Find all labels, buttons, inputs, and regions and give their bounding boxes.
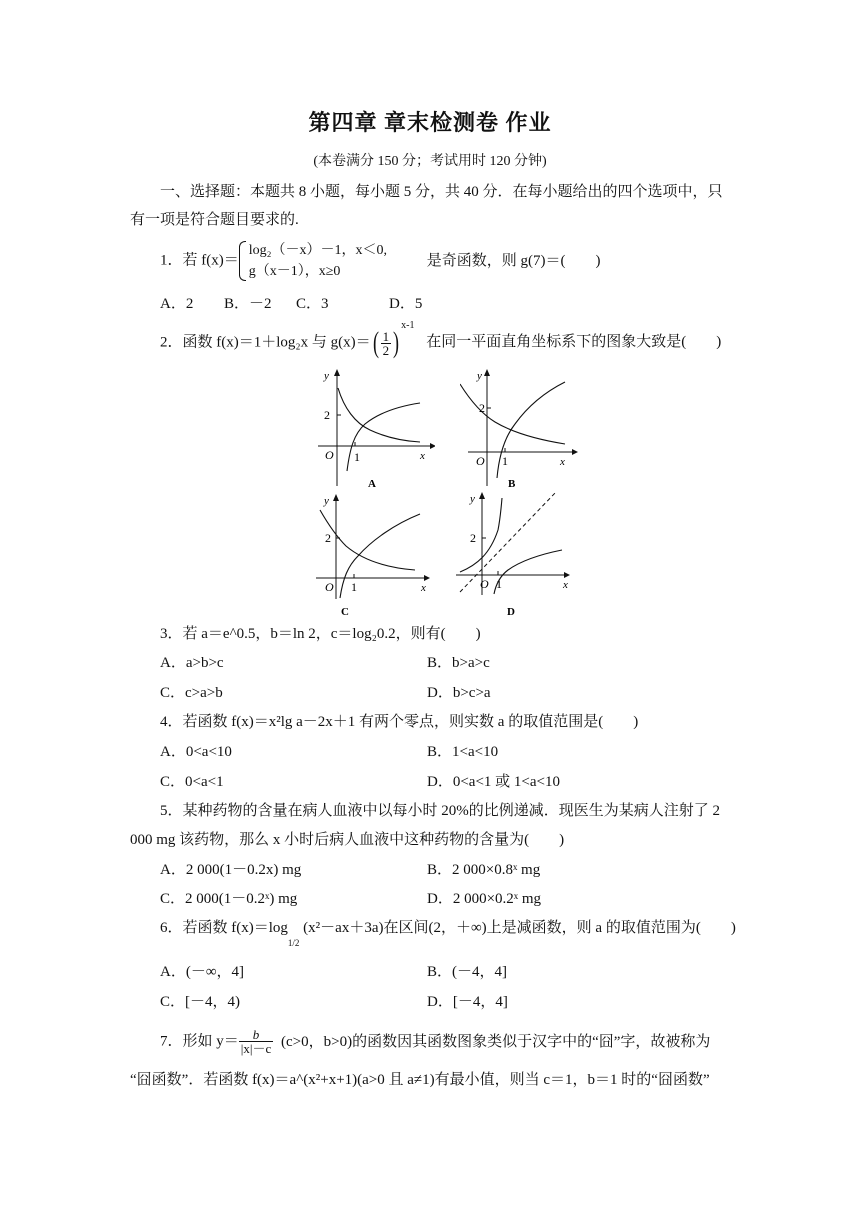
q7-prefix: 7．形如 y＝	[160, 1033, 239, 1050]
graph-c-y-label: y	[324, 495, 329, 507]
graph-b-x-label: x	[560, 456, 565, 468]
q3-option-c: C．c>a>b	[160, 685, 223, 701]
graph-b-x-tick: 1	[502, 454, 508, 468]
graph-d-origin: O	[480, 577, 489, 591]
graph-c-x-tick: 1	[351, 580, 357, 594]
graph-c-y-tick: 2	[325, 531, 331, 545]
graph-c-x-label: x	[421, 582, 426, 594]
graph-a-y-label: y	[324, 370, 329, 382]
graph-d-y-label: y	[470, 493, 475, 505]
graph-b-caption: B	[508, 478, 516, 490]
section-instruction-line1: 一、选择题：本题共 8 小题，每小题 5 分，共 40 分．在每小题给出的四个选项中，只	[160, 184, 723, 200]
graph-a-origin: O	[325, 448, 334, 462]
graph-d-x-label: x	[563, 579, 568, 591]
q2-exponent: x-1	[401, 320, 415, 332]
q6-option-a: A．(－∞，4]	[160, 964, 245, 980]
q2-paren-right: )	[393, 326, 400, 359]
question-2	[160, 320, 722, 359]
graph-a-x-label: x	[420, 450, 425, 462]
q5-option-b: B．2 000×0.8ˣ mg	[427, 862, 541, 878]
q7-frac-num: b	[239, 1028, 273, 1042]
q6-option-b: B．(－4，4]	[427, 964, 507, 980]
q7-fraction	[239, 1028, 273, 1055]
graph-d-caption: D	[507, 606, 515, 618]
q4-option-c: C．0<a<1	[160, 774, 224, 790]
q1-piecewise	[239, 240, 387, 282]
q1-option-d: D．5	[389, 296, 423, 312]
q2-prefix: 2．函数 f(x)＝1＋log₂x 与 g(x)＝	[160, 334, 371, 351]
question-1	[160, 240, 601, 282]
question-7	[160, 1028, 710, 1055]
q1-case1: log₂（－x）－1，x＜0,	[248, 243, 388, 258]
q1-option-b: B．－2	[224, 296, 272, 312]
question-5-line1: 5．某种药物的含量在病人血液中以每小时 20%的比例递减．现医生为某病人注射了 2	[160, 803, 720, 819]
graph-a-x-tick: 1	[354, 450, 360, 464]
graph-c-caption: C	[341, 606, 349, 618]
graph-b	[460, 366, 585, 491]
q2-frac-num: 1	[382, 328, 390, 344]
q4-option-a: A．0<a<10	[160, 744, 232, 760]
q2-fraction	[381, 330, 392, 357]
q3-option-d: D．b>c>a	[427, 685, 491, 701]
graph-b-y-tick: 2	[479, 401, 485, 415]
question-6	[160, 918, 736, 948]
q1-option-a: A．2	[160, 296, 194, 312]
graph-c-origin: O	[325, 580, 334, 594]
graph-a-caption: A	[368, 478, 376, 490]
exam-subtitle: (本卷满分 150 分；考试用时 120 分钟)	[313, 154, 547, 169]
q5-option-a: A．2 000(1－0.2x) mg	[160, 862, 302, 878]
q2-paren-left: (	[372, 326, 379, 359]
page-title: 第四章 章末检测卷 作业	[308, 110, 552, 135]
graph-d-x-tick: 1	[496, 577, 502, 591]
q7-suffix: (c>0，b>0)的函数因其函数图象类似于汉字中的“囧”字，故被称为	[281, 1033, 711, 1050]
graph-c	[310, 494, 435, 619]
question-7-line2: “囧函数”．若函数 f(x)＝a^(x²+x+1)(a>0 且 a≠1)有最小值，则当 c＝1，b＝1 时的“囧函数”	[130, 1072, 710, 1088]
q4-option-b: B．1<a<10	[427, 744, 499, 760]
q1-prefix: 1．若 f(x)＝	[160, 252, 239, 269]
q1-case2: g（x－1），x≥0	[248, 264, 341, 279]
graph-a	[310, 366, 435, 491]
q6-log-base: 1/2	[287, 938, 300, 948]
graph-b-y-label: y	[477, 370, 482, 382]
graph-b-origin: O	[476, 454, 485, 468]
graph-d-y-tick: 2	[470, 531, 476, 545]
question-3: 3．若 a＝e^0.5，b＝ln 2，c＝log₂0.2，则有( )	[160, 626, 481, 642]
q6-suffix: (x²－ax＋3a)在区间(2，＋∞)上是减函数，则 a 的取值范围为( )	[303, 920, 736, 936]
q1-option-c: C．3	[296, 296, 329, 312]
q4-option-d: D．0<a<1 或 1<a<10	[427, 774, 560, 790]
q6-option-d: D．[－4，4]	[427, 994, 508, 1010]
graph-d	[452, 490, 577, 619]
question-4: 4．若函数 f(x)＝x²lg a－2x＋1 有两个零点，则实数 a 的取值范围是( )	[160, 714, 639, 730]
q5-option-c: C．2 000(1－0.2ˣ) mg	[160, 891, 298, 907]
q7-frac-den: |x|－c	[240, 1041, 272, 1056]
q1-suffix: 是奇函数，则 g(7)＝( )	[426, 253, 601, 269]
section-instruction-line2: 有一项是符合题目要求的.	[130, 212, 299, 228]
q3-option-a: A．a>b>c	[160, 655, 224, 671]
q6-prefix: 6．若函数 f(x)＝log	[160, 920, 288, 936]
question-5-line2: 000 mg 该药物，那么 x 小时后病人血液中这种药物的含量为( )	[130, 832, 565, 848]
q5-option-d: D．2 000×0.2ˣ mg	[427, 891, 542, 907]
graph-a-y-tick: 2	[324, 408, 330, 422]
q3-option-b: B．b>a>c	[427, 655, 490, 671]
q2-frac-den: 2	[382, 342, 390, 358]
q6-option-c: C．[－4，4)	[160, 994, 240, 1010]
q2-suffix: 在同一平面直角坐标系下的图象大致是( )	[426, 334, 722, 351]
